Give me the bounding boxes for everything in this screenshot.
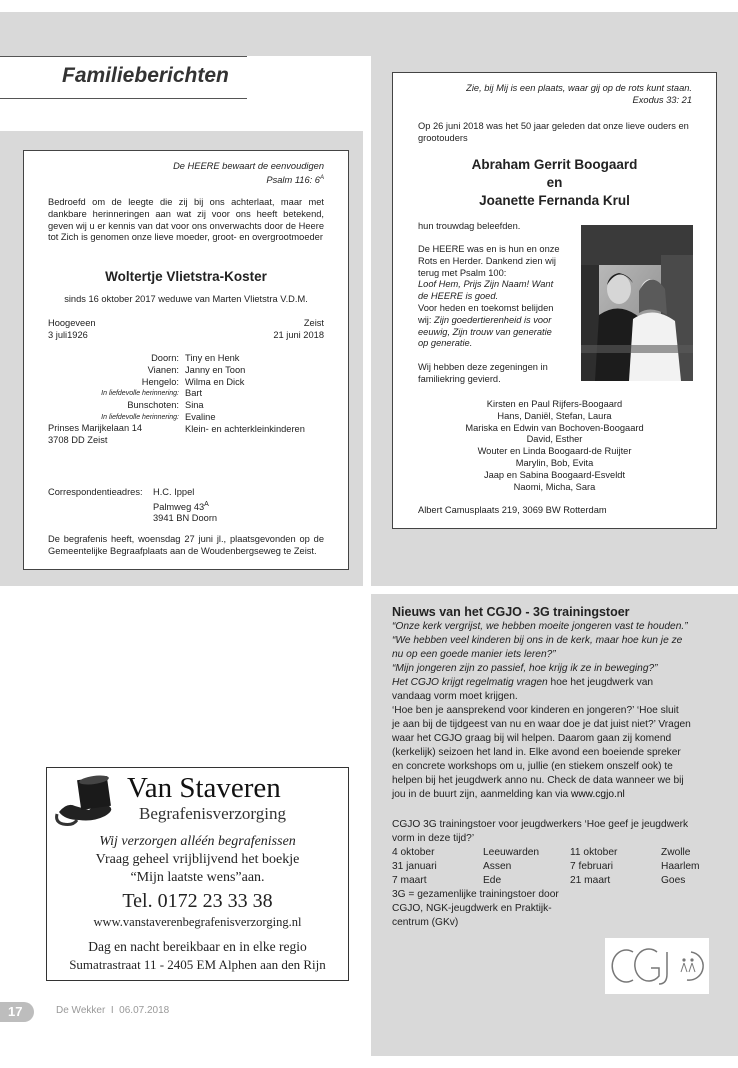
bible-quote: De HEERE bewaart de eenvoudigen (173, 161, 324, 171)
company-subtitle: Begrafenisverzorging (139, 804, 286, 823)
city: Goes (661, 875, 686, 886)
correspondence-name: H.C. Ippel (153, 487, 195, 497)
date-row (392, 874, 712, 888)
date: 7 februari (570, 861, 614, 872)
tour-dates (392, 846, 712, 888)
body-text: hoe het jeugdwerk van (547, 677, 654, 688)
family-place: In liefdevolle herinnering: (101, 413, 179, 421)
family-names: Tiny en Henk (185, 353, 240, 363)
funeral-text: De begrafenis heeft, woensdag 27 juni jl., plaatsgevonden op de Gemeentelijke Begraafplaats aan de Woudenbergseweg te Zeist. (48, 534, 324, 556)
family-row (24, 353, 348, 365)
booklet-line: Vraag geheel vrijblijvend het boekje (95, 852, 300, 867)
family-row (24, 400, 348, 412)
text-line: Rots en Herder. Dankend zien wij (418, 255, 556, 266)
family-names: Bart (185, 388, 203, 399)
family-line: Marylin, Bob, Evita (515, 457, 594, 468)
anniversary-boogaard (392, 72, 717, 529)
bible-ref: Exodus 33: 21 (632, 95, 692, 105)
family-row (24, 388, 348, 400)
text-line (418, 315, 578, 327)
cgjo-logo-icon (605, 938, 709, 994)
bible-ref-sup: A (319, 175, 324, 181)
body-line: ‘Hoe ben je aansprekend voor kinderen en jongeren?’ ‘Hoe sluit (392, 705, 679, 716)
family-place: Vianen: (147, 364, 179, 375)
booklet-title: “Mijn laatste wens”aan. (130, 870, 265, 885)
birth-place: Hoogeveen (48, 318, 96, 328)
company-name: Van Staveren (127, 772, 281, 804)
section-title: Familieberichten (62, 64, 229, 87)
tour-intro: CGJO 3G trainingstoer voor jeugdwerkers ‘Hoe geef je jeugdwerk (392, 819, 689, 830)
date-row (392, 860, 712, 874)
family-row (24, 412, 348, 424)
family-list (393, 399, 716, 493)
correspondence-city: 3941 BN Doorn (153, 513, 218, 523)
home-address: Albert Camusplaats 219, 3069 BW Rotterdam (418, 505, 607, 515)
family-line: Kirsten en Paul Rijfers-Boogaard (486, 399, 623, 409)
text-wedding-day: hun trouwdag beleefden. (418, 221, 521, 231)
body-line: helpen bij het jeugdwerk anno nu. Check de data wanneer we bij (392, 775, 684, 786)
body-line: vandaag vorm moet krijgen. (392, 691, 518, 702)
body-line (392, 788, 712, 802)
date: 21 maart (570, 875, 611, 886)
body-line: je aan bij de tijdgeest van nu en waar doe je dat juist niet?’ Vragen (392, 719, 691, 730)
family-line: David, Esther (526, 434, 583, 445)
body-text: jou in de buurt zijn, aanmelding kan via (392, 789, 571, 800)
g3-line: CGJO, NGK-jeugdwerk en Praktijk- (392, 903, 552, 914)
family-line: Hans, Daniël, Stefan, Laura (497, 410, 612, 421)
correspondence-street-text: Palmweg 43 (153, 502, 205, 513)
family-names: Evaline (185, 411, 216, 422)
family-place: In liefdevolle herinnering: (101, 390, 179, 398)
footer-text: De Wekker I 06.07.2018 (56, 1005, 170, 1016)
cgjo-article (392, 604, 712, 930)
availability: Dag en nacht bereikbaar en in elke regio (88, 939, 307, 954)
g3-line: 3G = gezamenlijke trainingstoer door (392, 889, 559, 900)
top-band (0, 12, 738, 56)
family-names: Sina (185, 400, 204, 411)
family-row (24, 377, 348, 389)
date: 11 oktober (570, 847, 618, 858)
city: Ede (483, 875, 502, 886)
couple-name-2: Joanette Fernanda Krul (479, 193, 630, 208)
deceased-name: Woltertje Vlietstra-Koster (105, 269, 267, 284)
tagline: Wij verzorgen alléén begrafenissen (99, 834, 296, 849)
correspondence-street (153, 499, 209, 514)
obituary-vlietstra (23, 150, 349, 570)
body-line: waar het CGJO graag bij wil helpen. Daarom gaan zij komend (392, 733, 672, 744)
quote-line: “Mijn jongeren zijn zo passief, hoe krijg ik ze in beweging?” (392, 663, 658, 674)
street-address: Sumatrastraat 11 - 2405 EM Alphen aan den Rijn (69, 957, 326, 972)
family-place: Doorn: (151, 353, 179, 363)
text-line: Voor heden en toekomst belijden (418, 302, 554, 313)
family-place: Hengelo: (141, 376, 179, 387)
widow-line: sinds 16 oktober 2017 weduwe van Marten Vlietstra V.D.M. (64, 294, 308, 304)
date-row (392, 846, 712, 860)
text-span: wij: (418, 314, 435, 325)
page-number-badge (0, 1002, 34, 1022)
g3-line: centrum (GKv) (392, 917, 459, 928)
top-hat-icon (53, 772, 125, 828)
cgjo-logo (605, 938, 709, 994)
vanstaveren-ad (46, 767, 349, 981)
family-line: Mariska en Edwin van Bochoven-Boogaard (465, 422, 644, 433)
family-names: Janny en Toon (185, 364, 246, 375)
home-address-street: Prinses Marijkelaan 14 (48, 423, 143, 433)
correspondence-street-sup: A (204, 501, 209, 508)
body-italic: Het CGJO krijgt regelmatig vragen (392, 677, 548, 688)
text-psalm (418, 244, 578, 386)
bible-ref-text: Psalm 116: 6 (266, 175, 320, 186)
family-line: Naomi, Micha, Sara (513, 481, 596, 492)
birth-date: 3 juli1926 (48, 330, 88, 340)
couple-name-1: Abraham Gerrit Boogaard (471, 157, 638, 172)
city: Leeuwarden (483, 847, 540, 858)
tour-intro: vorm in deze tijd?’ (392, 833, 475, 844)
text-line: De HEERE was en is hun en onze (418, 244, 560, 254)
website: www.vanstaverenbegrafenisverzorging.nl (93, 915, 302, 929)
text-line: familiekring gevierd. (418, 373, 501, 384)
family-line: Wouter en Linda Boogaard-de Ruijter (477, 446, 632, 457)
intro-text: Bedroefd om de leegte die zij bij ons achterlaat, maar met dankbare herinneringen aan wat zij voor ons heeft betekend, geven wij u er kennis van dat voor ons onverwachts door de Heere tot Zich is genomen onze lieve moeder, groot- en overgrootmoeder (48, 197, 324, 243)
text-line: terug met Psalm 100: (418, 267, 507, 278)
text-span: Zijn goedertierenheid is voor (434, 314, 552, 325)
phone-number: Tel. 0172 23 33 38 (122, 890, 273, 912)
city: Zwolle (661, 847, 691, 858)
date: 31 januari (392, 861, 437, 872)
text-line: de HEERE is goed. (418, 291, 499, 302)
article-title: Nieuws van het CGJO - 3G trainingstoer (392, 605, 630, 619)
family-names: Klein- en achterkleinkinderen (185, 423, 305, 434)
date: 4 oktober (392, 847, 435, 858)
text-line: op generatie. (418, 338, 473, 349)
page-number: 17 (8, 1004, 23, 1019)
family-names: Wilma en Dick (185, 376, 245, 387)
city: Haarlem (661, 861, 700, 872)
text-line: Loof Hem, Prijs Zijn Naam! Want (418, 279, 554, 290)
text-line: eeuwig, Zijn trouw van generatie (418, 326, 552, 337)
correspondence-label: Correspondentieadres: (48, 487, 143, 497)
death-place: Zeist (303, 318, 324, 328)
title-rule-bottom (0, 98, 247, 99)
quote-line: “We hebben veel kinderen bij ons in de kerk, maar hoe kun je ze (392, 635, 683, 646)
wedding-photo (581, 225, 693, 381)
intro-text: Op 26 juni 2018 was het 50 jaar geleden dat onze lieve ouders en grootouders (418, 121, 689, 143)
family-line: Jaap en Sabina Boogaard-Esveldt (483, 469, 626, 480)
cgjo-link[interactable]: www.cgjo.nl (570, 789, 625, 800)
couple-and: en (546, 175, 563, 190)
city: Assen (483, 861, 512, 872)
body-line: en concrete workshops om u, jullie (en stiekem onszelf ook) te (392, 761, 673, 772)
family-place: Bunschoten: (127, 400, 179, 411)
family-row (24, 365, 348, 377)
quote-line: nu op een goede manier iets leren?” (392, 649, 556, 660)
body-line: (kerkelijk) seizoen het land in. Elke avond een boeiende spreker (392, 747, 681, 758)
body-line (392, 676, 712, 690)
title-rule-top (0, 56, 247, 57)
bible-ref (124, 173, 324, 187)
text-line: Wij hebben deze zegeningen in (418, 362, 548, 373)
quote-line: “Onze kerk vergrijst, we hebben moeite jongeren vast te houden.” (392, 621, 688, 632)
death-date: 21 juni 2018 (273, 330, 324, 340)
date: 7 maart (392, 875, 427, 886)
home-address-city: 3708 DD Zeist (48, 435, 108, 445)
bible-quote: Zie, bij Mij is een plaats, waar gij op de rots kunt staan. (466, 83, 692, 93)
